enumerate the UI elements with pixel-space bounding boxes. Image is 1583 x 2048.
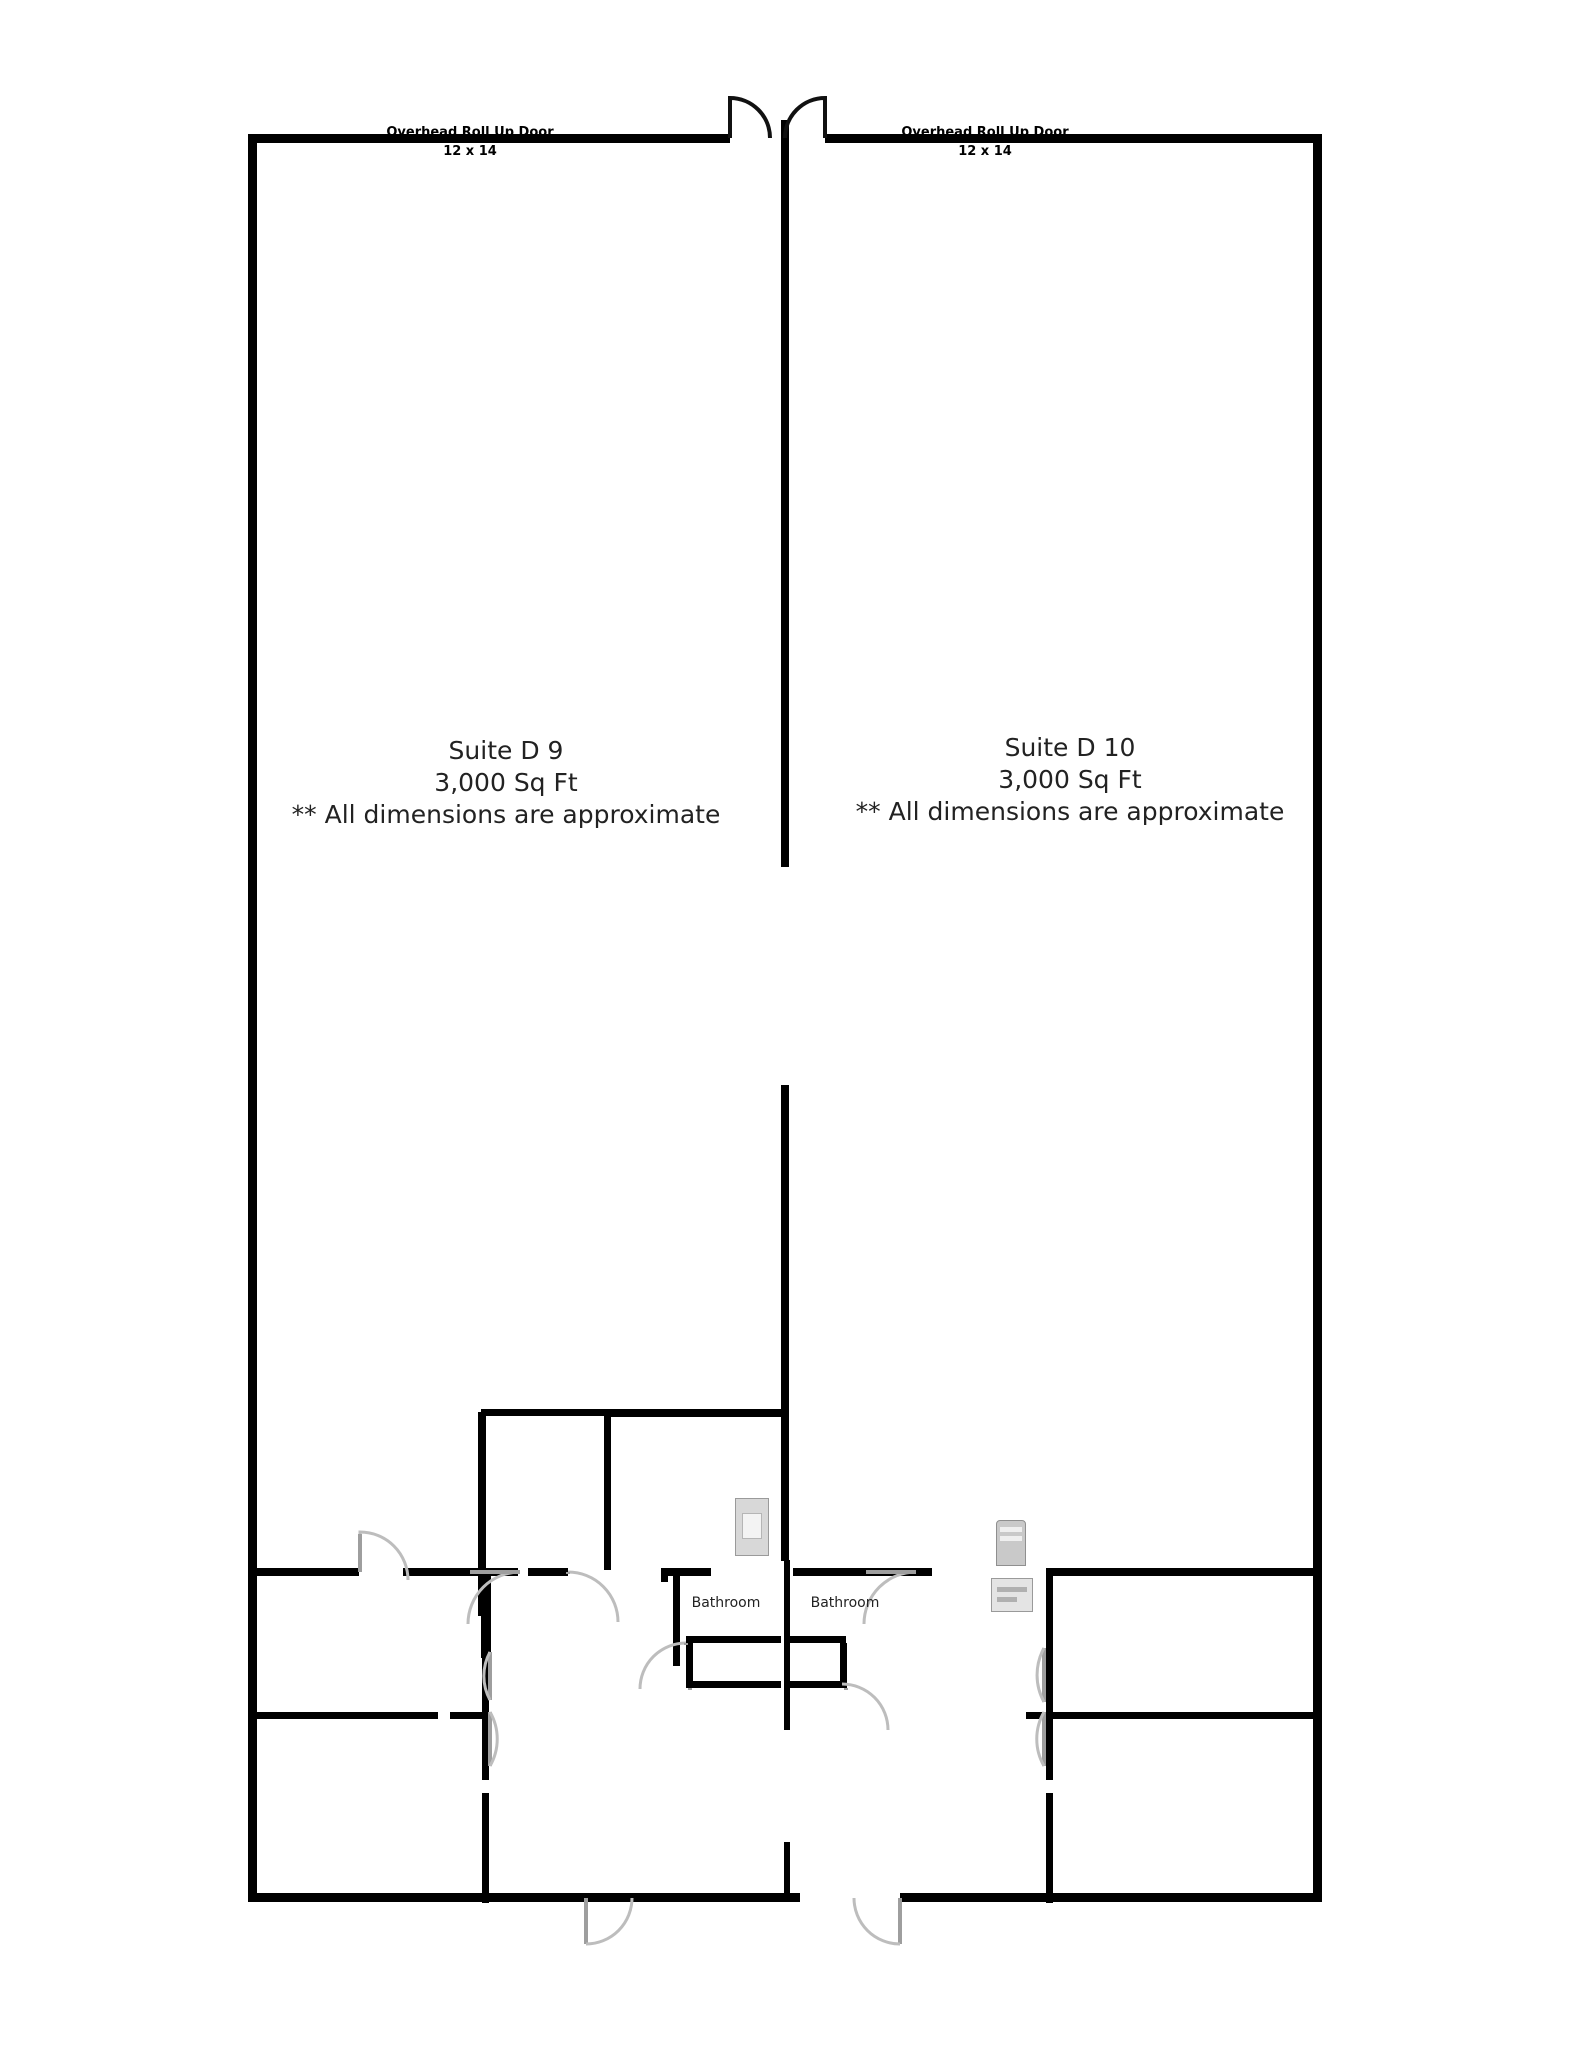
exterior-wall-left (248, 134, 257, 1902)
bathroom-wall-bottom (686, 1681, 781, 1688)
demising-wall-lower (784, 1560, 790, 1730)
bathroom-right-label (790, 1595, 900, 1611)
interior-wall-office-top-left-3 (528, 1568, 568, 1576)
suite-d-10-note: ** All dimensions are approximate (855, 797, 1285, 826)
electrical-panel-icon (735, 1498, 769, 1556)
interior-wall-left-office-col-1 (482, 1568, 489, 1780)
interior-wall-office-top-left (248, 1568, 359, 1576)
roll-up-door-right-size: 12 x 14 (958, 143, 1012, 159)
suite-d-9-label (236, 735, 776, 831)
exterior-wall-right (1313, 134, 1322, 1902)
exterior-wall-bottom-left (248, 1893, 586, 1902)
interior-wall-center-room-vert (661, 1568, 668, 1582)
roll-up-door-label-right (815, 124, 1155, 162)
bathroom-wall-right-bottom (789, 1681, 846, 1688)
water-heater-icon (996, 1520, 1026, 1566)
interior-wall-left-lower-horiz-2 (450, 1712, 490, 1719)
interior-wall-center-room-top (604, 1410, 784, 1417)
bathroom-left-label (671, 1595, 781, 1611)
interior-wall-left-lower-horiz (248, 1712, 438, 1719)
bathroom-wall-divider (673, 1576, 680, 1666)
wall-stub-right-doorway (916, 1568, 932, 1576)
bathroom-wall-right-inner (789, 1636, 846, 1643)
interior-wall-right-lower-horiz (1053, 1712, 1322, 1719)
bathroom-right-text: Bathroom (810, 1595, 880, 1611)
bathroom-left-text: Bathroom (691, 1595, 761, 1611)
interior-wall-right-vert-2 (1046, 1568, 1053, 1780)
interior-wall-right-vert-3 (1046, 1793, 1053, 1903)
bathroom-wall-right-vert (840, 1643, 847, 1688)
interior-wall-office-top-center-2 (793, 1568, 916, 1576)
exterior-wall-bottom-mid (586, 1893, 800, 1902)
interior-wall-office-top-center (668, 1568, 711, 1576)
hvac-unit-icon (991, 1578, 1033, 1612)
interior-wall-left-office-col-2 (482, 1793, 489, 1903)
demising-wall-bottom (784, 1842, 790, 1902)
interior-wall-office-top-right (1049, 1568, 1322, 1576)
interior-wall-right-lower-horiz-2 (1026, 1712, 1048, 1719)
roll-up-door-right-title: Overhead Roll Up Door (901, 125, 1069, 140)
bathroom-wall-bottom-left (686, 1636, 781, 1643)
roll-up-door-label-left (300, 124, 640, 162)
suite-d-10-label (800, 732, 1340, 828)
suite-d-9-note: ** All dimensions are approximate (291, 800, 721, 829)
suite-d-10-area: 3,000 Sq Ft (998, 765, 1142, 794)
interior-wall-left-vert-1 (478, 1412, 486, 1576)
wall-stub-left-doorway (455, 1568, 481, 1576)
demising-wall-mid (781, 1085, 789, 1561)
suite-d-9-area: 3,000 Sq Ft (434, 768, 578, 797)
interior-wall-center-room-left (604, 1410, 611, 1570)
exterior-wall-bottom-right (900, 1893, 1322, 1902)
suite-d-9-name: Suite D 9 (448, 736, 564, 765)
suite-d-10-name: Suite D 10 (1004, 733, 1136, 762)
roll-up-door-left-title: Overhead Roll Up Door (386, 125, 554, 140)
demising-wall-upper (781, 120, 789, 867)
roll-up-door-left-size: 12 x 14 (443, 143, 497, 159)
